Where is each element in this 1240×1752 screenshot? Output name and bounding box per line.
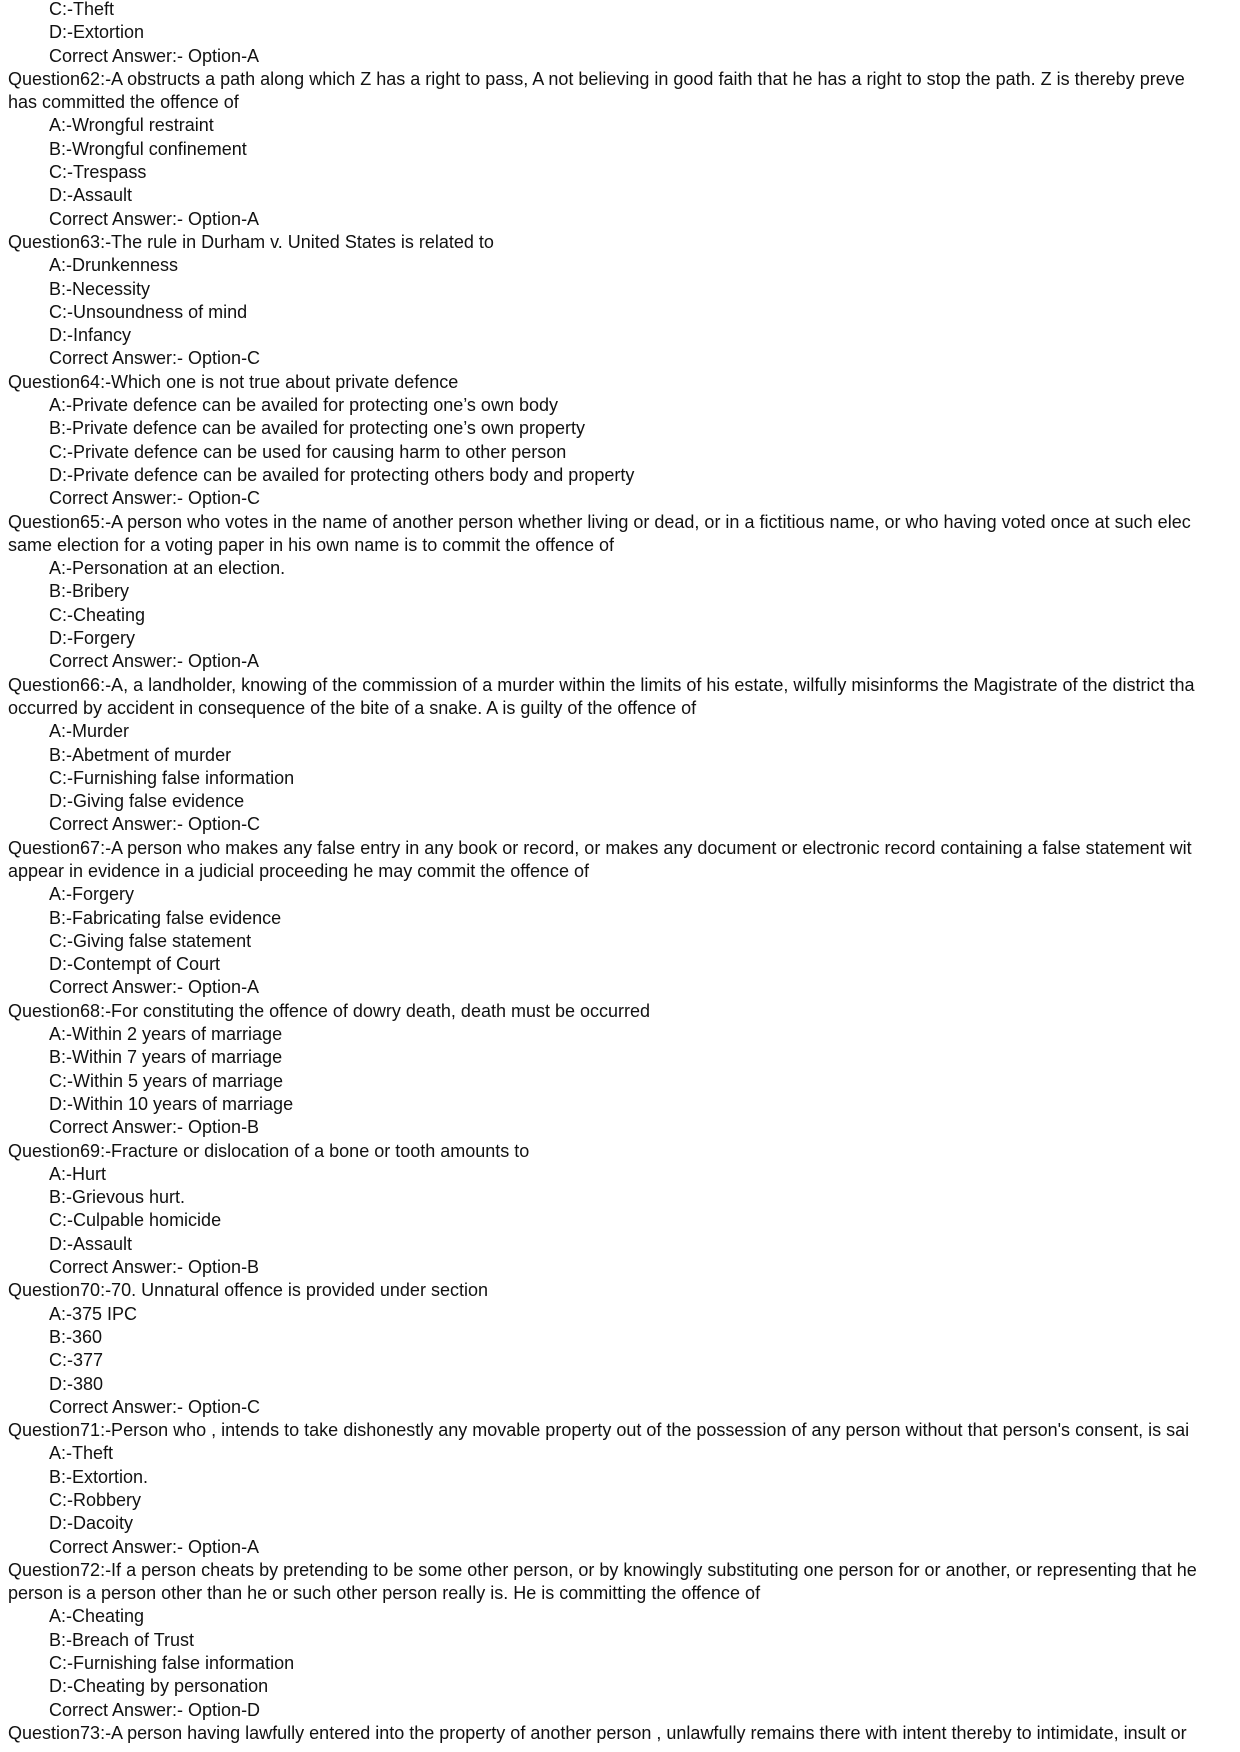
question-text: Question65:-A person who votes in the name of another person whether living or dead, or in a fictitious name, or who having voted once at such elec	[8, 511, 1191, 532]
question-text: Question69:-Fracture or dislocation of a bone or tooth amounts to	[8, 1140, 530, 1161]
option-c: C:-Theft	[49, 0, 115, 19]
option-c: C:-Within 5 years of marriage	[49, 1070, 284, 1091]
option-b: B:-Grievous hurt.	[49, 1187, 186, 1208]
question-block	[8, 231, 1240, 371]
option-a: A:-Hurt	[49, 1163, 107, 1184]
option-d: D:-Forgery	[49, 628, 136, 649]
option-b: B:-Extortion.	[49, 1466, 149, 1487]
option-b: B:-Private defence can be availed for protecting one’s own property	[49, 418, 585, 439]
option-d: D:-Within 10 years of marriage	[49, 1093, 294, 1114]
option-c: C:-Trespass	[49, 162, 147, 183]
option-a: A:-Private defence can be availed for protecting one’s own body	[49, 395, 558, 416]
option-a: A:-Within 2 years of marriage	[49, 1024, 283, 1045]
question-text: same election for a voting paper in his own name is to commit the offence of	[8, 534, 614, 555]
option-a: A:-Forgery	[49, 884, 135, 905]
question-text: Question72:-If a person cheats by pretending to be some other person, or by knowingly substituting one person for or another, or representing that he	[8, 1559, 1197, 1580]
option-c: C:-377	[49, 1350, 104, 1371]
option-c: C:-Furnishing false information	[49, 767, 295, 788]
question-text: has committed the offence of	[8, 92, 239, 113]
correct-answer: Correct Answer:- Option-B	[49, 1117, 260, 1138]
option-c: C:-Furnishing false information	[49, 1653, 295, 1674]
question-text: appear in evidence in a judicial proceeding he may commit the offence of	[8, 860, 590, 881]
question-text: person is a person other than he or such other person really is. He is committing the offence of	[8, 1583, 761, 1604]
question-text: Question67:-A person who makes any false entry in any book or record, or makes any document or electronic record containing a false statement wit	[8, 837, 1192, 858]
option-d: D:-Private defence can be availed for protecting others body and property	[49, 464, 635, 485]
option-a: A:-Theft	[49, 1443, 114, 1464]
option-b: B:-360	[49, 1326, 103, 1347]
correct-answer: Correct Answer:- Option-C	[49, 488, 261, 509]
question-block	[8, 511, 1240, 674]
option-b: B:-Necessity	[49, 278, 151, 299]
option-d: D:-Infancy	[49, 325, 132, 346]
option-a: A:-Cheating	[49, 1606, 145, 1627]
question-text: Question66:-A, a landholder, knowing of the commission of a murder within the limits of his estate, wilfully misinforms the Magistrate of the district tha	[8, 674, 1195, 695]
question-block	[8, 371, 1240, 511]
option-b: B:-Within 7 years of marriage	[49, 1047, 283, 1068]
option-d: D:-Assault	[49, 1233, 133, 1254]
correct-answer: Correct Answer:- Option-D	[49, 1699, 261, 1720]
option-b: B:-Abetment of murder	[49, 744, 232, 765]
option-d: D:-Extortion	[49, 22, 145, 43]
correct-answer: Correct Answer:- Option-A	[49, 208, 260, 229]
option-d: D:-380	[49, 1373, 104, 1394]
question-block	[8, 68, 1240, 231]
option-c: C:-Unsoundness of mind	[49, 301, 248, 322]
option-b: B:-Wrongful confinement	[49, 138, 247, 159]
option-c: C:-Cheating	[49, 604, 146, 625]
option-a: A:-Wrongful restraint	[49, 115, 214, 136]
question-text-trailing: Question73:-A person having lawfully entered into the property of another person , unlawfully remains there with intent thereby to intimidate, insult or	[8, 1722, 1187, 1743]
option-c: C:-Robbery	[49, 1490, 142, 1510]
question-list	[8, 68, 1240, 1722]
option-b: B:-Bribery	[49, 581, 130, 602]
question-block	[8, 1279, 1240, 1419]
question-text: Question64:-Which one is not true about private defence	[8, 371, 459, 392]
option-d: D:-Cheating by personation	[49, 1676, 269, 1697]
question-block	[8, 1419, 1240, 1559]
option-c: C:-Giving false statement	[49, 930, 252, 951]
option-b: B:-Fabricating false evidence	[49, 907, 282, 928]
option-a: A:-Drunkenness	[49, 255, 179, 276]
option-d: D:-Giving false evidence	[49, 791, 245, 812]
option-d: D:-Contempt of Court	[49, 954, 221, 975]
question-block	[8, 1559, 1240, 1722]
correct-answer: Correct Answer:- Option-B	[49, 1257, 260, 1278]
correct-answer: Correct Answer:- Option-A	[49, 1536, 260, 1557]
question-block	[8, 1140, 1240, 1280]
option-c: C:-Private defence can be used for causing harm to other person	[49, 441, 567, 462]
option-a: A:-Murder	[49, 721, 130, 742]
option-a: A:-375 IPC	[49, 1303, 138, 1324]
correct-answer: Correct Answer:- Option-C	[49, 1396, 261, 1417]
option-c: C:-Culpable homicide	[49, 1210, 222, 1231]
option-d: D:-Assault	[49, 185, 133, 206]
option-b: B:-Breach of Trust	[49, 1629, 195, 1650]
question-text: Question68:-For constituting the offence of dowry death, death must be occurred	[8, 1000, 651, 1021]
correct-answer: Correct Answer:- Option-A	[49, 45, 260, 66]
correct-answer: Correct Answer:- Option-A	[49, 651, 260, 672]
correct-answer: Correct Answer:- Option-A	[49, 977, 260, 998]
lead-block	[8, 0, 1240, 68]
correct-answer: Correct Answer:- Option-C	[49, 814, 261, 835]
question-block	[8, 1000, 1240, 1140]
option-a: A:-Personation at an election.	[49, 558, 286, 579]
document-page	[8, 0, 1240, 1745]
question-text: occurred by accident in consequence of the bite of a snake. A is guilty of the offence of	[8, 697, 697, 718]
question-text: Question70:-70. Unnatural offence is provided under section	[8, 1280, 488, 1301]
question-text: Question62:-A obstructs a path along which Z has a right to pass, A not believing in good faith that he has a right to stop the path. Z is thereby preve	[8, 68, 1185, 89]
correct-answer: Correct Answer:- Option-C	[49, 348, 261, 369]
question-text: Question71:-Person who , intends to take dishonestly any movable property out of the possession of any person without that person's consent, is sai	[8, 1420, 1190, 1441]
question-text: Question63:-The rule in Durham v. United States is related to	[8, 231, 494, 252]
option-d: D:-Dacoity	[49, 1513, 134, 1534]
question-block	[8, 674, 1240, 837]
question-block	[8, 837, 1240, 1000]
